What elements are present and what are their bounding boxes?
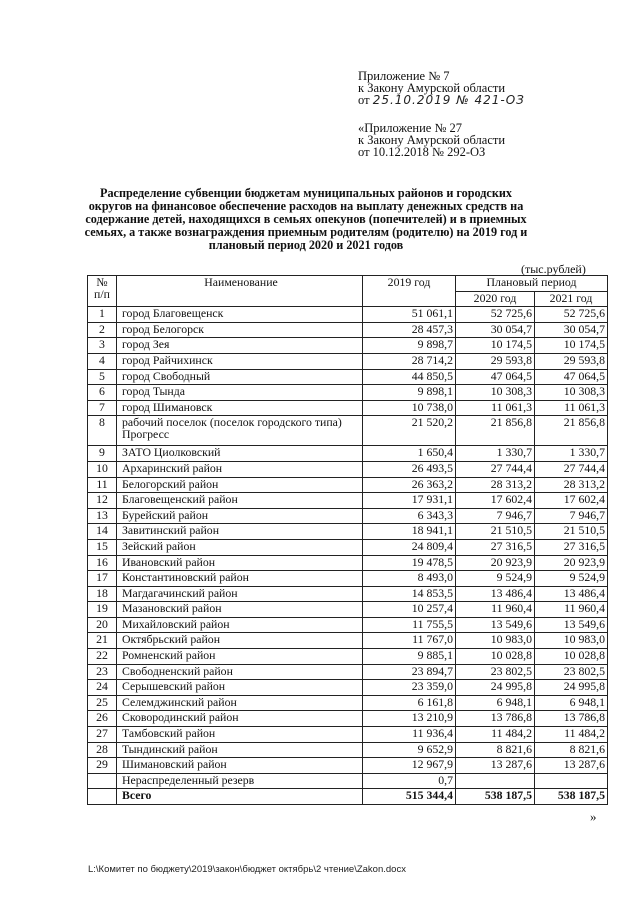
- total-2021: 538 187,5: [535, 789, 608, 805]
- value-2021: 13 287,6: [535, 758, 608, 774]
- value-2019: 26 493,5: [363, 461, 456, 477]
- value-2021: 11 484,2: [535, 727, 608, 743]
- row-number: 10: [88, 461, 117, 477]
- units-label: (тыс.рублей): [521, 262, 586, 276]
- row-number: 13: [88, 508, 117, 524]
- value-2020: 21 856,8: [456, 416, 535, 446]
- original-law-date: от 10.12.2018 № 292-ОЗ: [358, 145, 486, 159]
- value-2020: 27 744,4: [456, 461, 535, 477]
- value-2019: 23 359,0: [363, 680, 456, 696]
- value-2019: 21 520,2: [363, 416, 456, 446]
- table-row: [88, 524, 608, 540]
- table-header-row: [88, 276, 608, 292]
- row-number: 3: [88, 338, 117, 354]
- value-2019: 9 898,7: [363, 338, 456, 354]
- header-num-bottom: п/п: [94, 287, 110, 301]
- table-row: [88, 477, 608, 493]
- value-2020: 13 786,8: [456, 711, 535, 727]
- row-name: Константиновский район: [117, 571, 363, 587]
- row-name: Нераспределенный резерв: [117, 773, 363, 789]
- value-2020: 21 510,5: [456, 524, 535, 540]
- row-name: Белогорский район: [117, 477, 363, 493]
- value-2019: 11 767,0: [363, 633, 456, 649]
- value-2019: 9 898,1: [363, 385, 456, 401]
- footer-file-path: L:\Комитет по бюджету\2019\закон\бюджет октябрь\2 чтение\Zakon.docx: [88, 864, 406, 875]
- row-name: Селемджинский район: [117, 695, 363, 711]
- row-number: 23: [88, 664, 117, 680]
- value-2020: 13 549,6: [456, 617, 535, 633]
- header-2021: 2021 год: [535, 291, 608, 307]
- handwritten-date: 25.10.2019 № 421-ОЗ: [372, 93, 525, 107]
- header-name: Наименование: [117, 276, 363, 307]
- total-2019: 515 344,4: [363, 789, 456, 805]
- row-number: 17: [88, 571, 117, 587]
- table-row: [88, 416, 608, 446]
- value-2020: 11 061,3: [456, 400, 535, 416]
- row-number: 18: [88, 586, 117, 602]
- row-number: 28: [88, 742, 117, 758]
- header-num-cell: [88, 276, 117, 307]
- table-row: [88, 338, 608, 354]
- row-name: город Шимановск: [117, 400, 363, 416]
- value-2020: [456, 773, 535, 789]
- value-2019: 26 363,2: [363, 477, 456, 493]
- row-number: 15: [88, 539, 117, 555]
- original-appendix-number: «Приложение № 27: [358, 121, 463, 135]
- row-number: 25: [88, 695, 117, 711]
- original-law-reference: к Закону Амурской области: [358, 133, 506, 147]
- value-2019: 17 931,1: [363, 493, 456, 509]
- row-name: рабочий поселок (поселок городского типа) Прогресс: [117, 416, 363, 446]
- value-2021: 47 064,5: [535, 369, 608, 385]
- value-2021: 17 602,4: [535, 493, 608, 509]
- header-planned: Плановый период: [456, 276, 608, 292]
- table-row: [88, 617, 608, 633]
- table-row: [88, 385, 608, 401]
- row-name: город Белогорск: [117, 322, 363, 338]
- table-row: [88, 322, 608, 338]
- value-2021: 11 960,4: [535, 602, 608, 618]
- appendix-number: Приложение № 7: [358, 69, 450, 83]
- table-row: [88, 493, 608, 509]
- row-number: 14: [88, 524, 117, 540]
- value-2020: 9 524,9: [456, 571, 535, 587]
- row-name: Завитинский район: [117, 524, 363, 540]
- table-row: [88, 539, 608, 555]
- value-2021: 23 802,5: [535, 664, 608, 680]
- row-name: Ивановский район: [117, 555, 363, 571]
- value-2019: 23 894,7: [363, 664, 456, 680]
- value-2020: 11 484,2: [456, 727, 535, 743]
- row-name: Серышевский район: [117, 680, 363, 696]
- value-2020: 10 983,0: [456, 633, 535, 649]
- value-2021: 27 316,5: [535, 539, 608, 555]
- row-name: город Благовещенск: [117, 307, 363, 323]
- value-2019: 9 652,9: [363, 742, 456, 758]
- row-number: 4: [88, 353, 117, 369]
- value-2019: 0,7: [363, 773, 456, 789]
- value-2021: 6 948,1: [535, 695, 608, 711]
- total-num-cell: [88, 789, 117, 805]
- row-number: 20: [88, 617, 117, 633]
- value-2020: 20 923,9: [456, 555, 535, 571]
- value-2021: 13 786,8: [535, 711, 608, 727]
- row-number: 8: [88, 416, 117, 446]
- table-row: [88, 555, 608, 571]
- value-2020: 8 821,6: [456, 742, 535, 758]
- value-2020: 24 995,8: [456, 680, 535, 696]
- row-name: город Райчихинск: [117, 353, 363, 369]
- amendment-header: [358, 70, 525, 106]
- value-2021: 13 486,4: [535, 586, 608, 602]
- value-2019: 8 493,0: [363, 571, 456, 587]
- table-row: [88, 446, 608, 462]
- row-name: Михайловский район: [117, 617, 363, 633]
- row-name: город Зея: [117, 338, 363, 354]
- row-name: Тамбовский район: [117, 727, 363, 743]
- row-number: 11: [88, 477, 117, 493]
- table-row: [88, 742, 608, 758]
- value-2019: 1 650,4: [363, 446, 456, 462]
- row-number: 12: [88, 493, 117, 509]
- value-2020: 10 308,3: [456, 385, 535, 401]
- row-number: 16: [88, 555, 117, 571]
- value-2020: 27 316,5: [456, 539, 535, 555]
- total-label: Всего: [117, 789, 363, 805]
- value-2019: 11 936,4: [363, 727, 456, 743]
- table-row: [88, 649, 608, 665]
- value-2019: 51 061,1: [363, 307, 456, 323]
- table-row: [88, 508, 608, 524]
- value-2021: 7 946,7: [535, 508, 608, 524]
- value-2020: 30 054,7: [456, 322, 535, 338]
- value-2019: 12 967,9: [363, 758, 456, 774]
- value-2021: 10 174,5: [535, 338, 608, 354]
- header-2019: 2019 год: [363, 276, 456, 307]
- row-name: Бурейский район: [117, 508, 363, 524]
- value-2021: 21 856,8: [535, 416, 608, 446]
- value-2020: 17 602,4: [456, 493, 535, 509]
- value-2021: 11 061,3: [535, 400, 608, 416]
- value-2019: 13 210,9: [363, 711, 456, 727]
- row-name: Шимановский район: [117, 758, 363, 774]
- value-2020: 11 960,4: [456, 602, 535, 618]
- original-header: [358, 122, 505, 158]
- row-name: Зейский район: [117, 539, 363, 555]
- row-name: город Свободный: [117, 369, 363, 385]
- header-2020: 2020 год: [456, 291, 535, 307]
- value-2019: 19 478,5: [363, 555, 456, 571]
- header-num-top: №: [96, 275, 108, 289]
- total-row: [88, 789, 608, 805]
- row-name: Ромненский район: [117, 649, 363, 665]
- value-2021: 9 524,9: [535, 571, 608, 587]
- value-2021: 28 313,2: [535, 477, 608, 493]
- row-number: 24: [88, 680, 117, 696]
- table-row: [88, 633, 608, 649]
- table-row: [88, 353, 608, 369]
- table-row: [88, 758, 608, 774]
- value-2020: 23 802,5: [456, 664, 535, 680]
- value-2019: 18 941,1: [363, 524, 456, 540]
- table-row: [88, 586, 608, 602]
- table-row: [88, 602, 608, 618]
- value-2021: 8 821,6: [535, 742, 608, 758]
- row-number: 21: [88, 633, 117, 649]
- table-row: [88, 695, 608, 711]
- value-2019: 14 853,5: [363, 586, 456, 602]
- row-number: 22: [88, 649, 117, 665]
- row-name: Тындинский район: [117, 742, 363, 758]
- value-2020: 47 064,5: [456, 369, 535, 385]
- table-row: [88, 461, 608, 477]
- table-row: [88, 727, 608, 743]
- row-name: Магдагачинский район: [117, 586, 363, 602]
- value-2020: 6 948,1: [456, 695, 535, 711]
- value-2019: 9 885,1: [363, 649, 456, 665]
- value-2021: 21 510,5: [535, 524, 608, 540]
- table-row: [88, 711, 608, 727]
- value-2020: 13 486,4: [456, 586, 535, 602]
- value-2019: 10 738,0: [363, 400, 456, 416]
- value-2021: 20 923,9: [535, 555, 608, 571]
- value-2020: 52 725,6: [456, 307, 535, 323]
- value-2019: 10 257,4: [363, 602, 456, 618]
- table-row: [88, 369, 608, 385]
- law-reference: к Закону Амурской области: [358, 81, 506, 95]
- value-2021: 29 593,8: [535, 353, 608, 369]
- row-number: 2: [88, 322, 117, 338]
- value-2019: 44 850,5: [363, 369, 456, 385]
- total-2020: 538 187,5: [456, 789, 535, 805]
- row-number: 26: [88, 711, 117, 727]
- date-prefix: от: [358, 93, 370, 107]
- value-2021: 10 308,3: [535, 385, 608, 401]
- table-row: [88, 400, 608, 416]
- row-number: 5: [88, 369, 117, 385]
- row-name: Архаринский район: [117, 461, 363, 477]
- value-2019: 11 755,5: [363, 617, 456, 633]
- value-2019: 28 457,3: [363, 322, 456, 338]
- value-2020: 13 287,6: [456, 758, 535, 774]
- row-name: город Тында: [117, 385, 363, 401]
- table-row: [88, 664, 608, 680]
- subvention-table: [87, 275, 608, 805]
- value-2020: 7 946,7: [456, 508, 535, 524]
- row-name: Сковородинский район: [117, 711, 363, 727]
- value-2019: 28 714,2: [363, 353, 456, 369]
- value-2021: 1 330,7: [535, 446, 608, 462]
- row-name: Свободненский район: [117, 664, 363, 680]
- row-name: ЗАТО Циолковский: [117, 446, 363, 462]
- row-number: 6: [88, 385, 117, 401]
- value-2020: 1 330,7: [456, 446, 535, 462]
- value-2021: 30 054,7: [535, 322, 608, 338]
- table-row: [88, 307, 608, 323]
- row-number: 9: [88, 446, 117, 462]
- row-number: 7: [88, 400, 117, 416]
- row-number: [88, 773, 117, 789]
- table-row: [88, 773, 608, 789]
- value-2020: 10 028,8: [456, 649, 535, 665]
- value-2021: 10 983,0: [535, 633, 608, 649]
- table-row: [88, 680, 608, 696]
- law-date-line: [358, 94, 525, 106]
- value-2020: 28 313,2: [456, 477, 535, 493]
- row-number: 1: [88, 307, 117, 323]
- value-2019: 24 809,4: [363, 539, 456, 555]
- value-2020: 29 593,8: [456, 353, 535, 369]
- value-2021: 27 744,4: [535, 461, 608, 477]
- closing-quote: »: [590, 809, 597, 824]
- value-2021: 52 725,6: [535, 307, 608, 323]
- value-2021: 24 995,8: [535, 680, 608, 696]
- value-2019: 6 161,8: [363, 695, 456, 711]
- row-name: Благовещенский район: [117, 493, 363, 509]
- row-name: Мазановский район: [117, 602, 363, 618]
- row-number: 29: [88, 758, 117, 774]
- row-number: 19: [88, 602, 117, 618]
- document-title: Распределение субвенции бюджетам муниципальных районов и городских округов на финансовое обеспечение расходов на выплату денежных средств на содержание детей, находящихся в семьях опекунов (попечителей) и в приемных семьях, а также вознаграждения приемным родителям (родителю) на 2019 год и плановый период 2020 и 2021 годов: [84, 186, 528, 252]
- value-2020: 10 174,5: [456, 338, 535, 354]
- value-2021: [535, 773, 608, 789]
- value-2021: 10 028,8: [535, 649, 608, 665]
- row-name: Октябрьский район: [117, 633, 363, 649]
- value-2021: 13 549,6: [535, 617, 608, 633]
- row-number: 27: [88, 727, 117, 743]
- table-row: [88, 571, 608, 587]
- value-2019: 6 343,3: [363, 508, 456, 524]
